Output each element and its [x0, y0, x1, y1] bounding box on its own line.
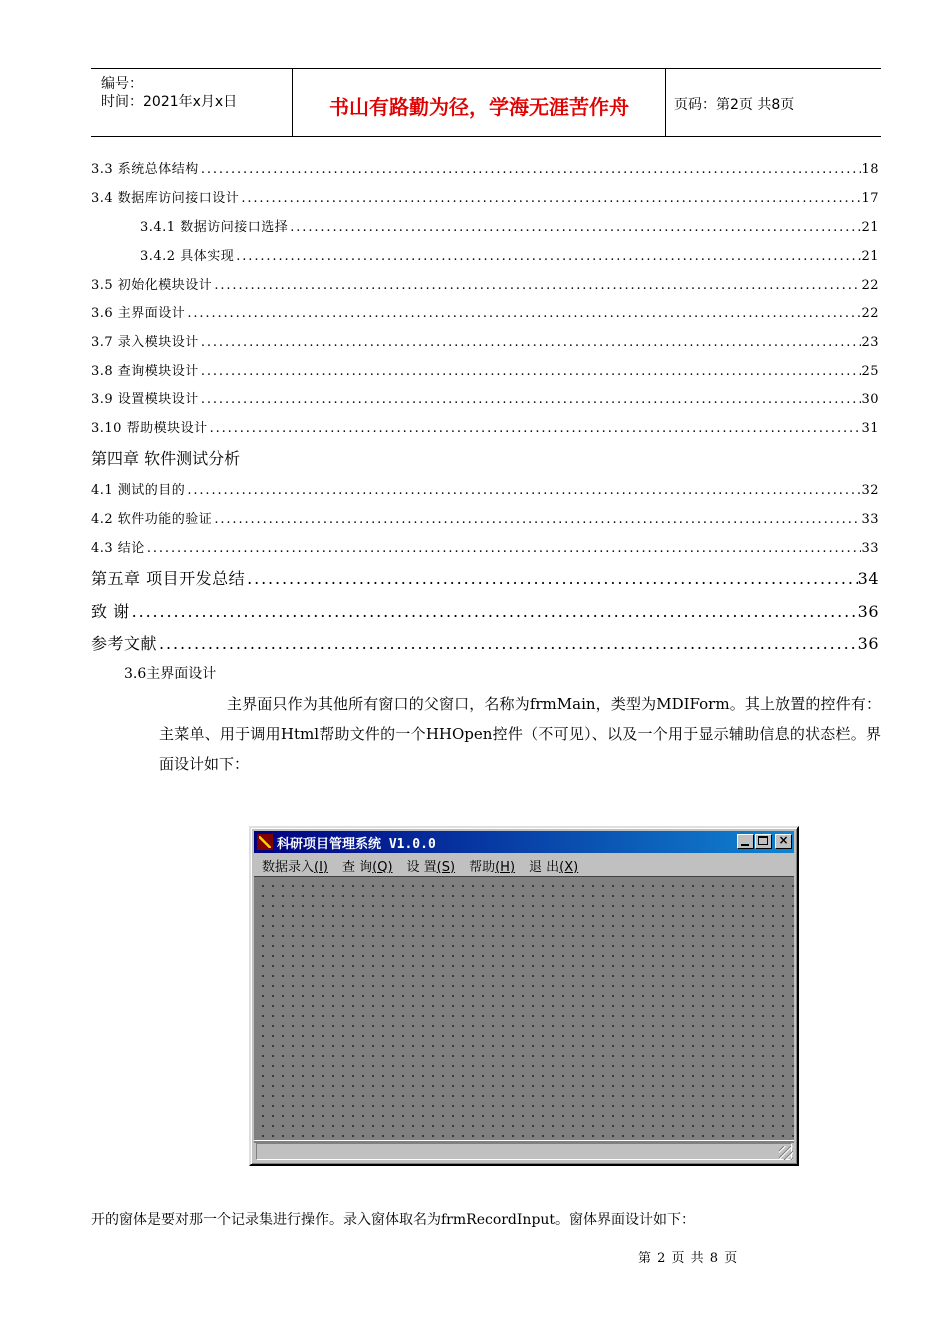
page-footer: 第 2 页 共 8 页: [638, 1251, 739, 1266]
maximize-icon: [758, 836, 768, 845]
toc-entry: [91, 274, 879, 293]
minimize-icon: [741, 844, 749, 846]
page-info: 页码：第2页 共8页: [674, 97, 795, 113]
menu-label: 帮助: [469, 859, 496, 875]
app-window-screenshot: [249, 826, 799, 1166]
toc-entry: [140, 245, 879, 264]
toc-entry-title: 3.4 数据库访问接口设计: [91, 191, 240, 206]
maximize-button[interactable]: [755, 834, 772, 849]
toc-entry: [91, 187, 879, 206]
toc-entry-page: 22: [861, 306, 879, 321]
toc-entry: [91, 360, 879, 379]
toc-entry-title: 4.2 软件功能的验证: [91, 512, 213, 527]
header-page-cell: [666, 69, 881, 136]
toc-entry: [91, 388, 879, 407]
toc-entry: [91, 302, 879, 321]
status-bar: [254, 1140, 794, 1161]
toc-leader: [199, 335, 862, 350]
toc-entry-title: 致 谢: [91, 602, 130, 621]
toc-entry-page: 18: [861, 162, 879, 177]
header-motto-cell: [293, 69, 666, 136]
menu-exit[interactable]: [529, 856, 578, 875]
menu-accelerator: (H): [495, 859, 516, 875]
toc-entry-page: 21: [861, 249, 879, 264]
menu-label: 查 询: [342, 859, 373, 875]
close-icon: ×: [778, 833, 789, 847]
toc-leader: [157, 634, 858, 653]
toc-entry-title: 3.8 查询模块设计: [91, 364, 199, 379]
toc-entry-page: 36: [857, 602, 879, 621]
motto: 书山有路勤为径，学海无涯苦作舟: [329, 95, 629, 119]
toc-entry-title: 第五章 项目开发总结: [91, 569, 246, 588]
toc-entry: [91, 631, 879, 654]
toc-leader: [245, 569, 858, 588]
toc-entry-title: 3.10 帮助模块设计: [91, 421, 208, 436]
body-paragraph: 主界面只作为其他所有窗口的父窗口，名称为frmMain，类型为MDIForm。其上放置的控件有：主菜单、用于调用Html帮助文件的一个HHOpen控件（不可见）、以及一个用于显示辅助信息的状态栏。界面设计如下：: [159, 695, 881, 773]
menu-help[interactable]: [469, 856, 515, 875]
number-label: 编号：: [101, 76, 143, 92]
menu-data-entry[interactable]: [262, 856, 328, 875]
toc-entry-title: 3.6 主界面设计: [91, 306, 186, 321]
toc-entry-page: 22: [861, 278, 879, 293]
menu-accelerator: (X): [559, 859, 579, 875]
toc-entry-page: 17: [861, 191, 879, 206]
toc-entry-title: 4.1 测试的目的: [91, 483, 186, 498]
toc-leader: [288, 220, 861, 235]
toc-entry-page: 21: [861, 220, 879, 235]
chapter-heading: 第四章 软件测试分析: [91, 449, 241, 468]
toc-entry-page: 23: [861, 335, 879, 350]
menu-query[interactable]: [342, 856, 393, 875]
toc-leader: [130, 602, 858, 621]
toc-entry-page: 31: [861, 421, 879, 436]
toc-entry: [91, 599, 879, 622]
toc-leader: [185, 306, 861, 321]
menu-label: 设 置: [406, 859, 437, 875]
minimize-button[interactable]: [737, 834, 754, 849]
toc-entry-page: 30: [861, 392, 879, 407]
toc-entry-title: 参考文献: [91, 634, 158, 653]
toc-leader: [185, 483, 861, 498]
toc-leader: [239, 191, 861, 206]
toc-entry-page: 33: [861, 512, 879, 527]
toc-entry-title: 3.4.2 具体实现: [140, 249, 235, 264]
status-pane: [256, 1143, 792, 1160]
mdi-client-area: [254, 876, 794, 1143]
toc-leader: [199, 364, 862, 379]
toc-leader: [212, 278, 861, 293]
close-button[interactable]: [775, 834, 792, 849]
app-icon: [257, 834, 273, 850]
body-text-continuation: 开的窗体是要对那一个记录集进行操作。录入窗体取名为frmRecordInput。窗体界面设计如下：: [91, 1212, 696, 1228]
menu-label: 退 出: [529, 859, 560, 875]
toc-leader: [234, 249, 861, 264]
toc-leader: [199, 162, 862, 177]
resize-grip-icon[interactable]: [779, 1146, 793, 1160]
toc-entry-title: 3.4.1 数据访问接口选择: [140, 220, 289, 235]
menu-settings[interactable]: [407, 856, 456, 875]
window-controls: [736, 834, 792, 849]
toc-leader: [199, 392, 862, 407]
window-title: 科研项目管理系统 V1.0.0: [277, 836, 436, 852]
menu-label: 数据录入: [262, 859, 315, 875]
toc-entry-page: 36: [857, 634, 879, 653]
page-header: [91, 68, 881, 137]
toc-entry: [91, 537, 879, 556]
toc-leader: [208, 421, 862, 436]
toc-entry-title: 3.7 录入模块设计: [91, 335, 199, 350]
toc-entry: [91, 158, 879, 177]
toc-entry: [91, 331, 879, 350]
header-info-cell: [91, 69, 293, 136]
toc-entry: [91, 508, 879, 527]
menu-accelerator: (I): [314, 859, 328, 875]
toc-entry-page: 33: [861, 541, 879, 556]
toc-entry-title: 3.5 初始化模块设计: [91, 278, 213, 293]
toc-entry: [91, 479, 879, 498]
toc-leader: [145, 541, 862, 556]
menu-accelerator: (S): [436, 859, 456, 875]
toc-leader: [212, 512, 861, 527]
toc-entry-page: 25: [861, 364, 879, 379]
menu-accelerator: (Q): [372, 859, 393, 875]
window-titlebar: [254, 831, 794, 853]
toc-entry-title: 3.9 设置模块设计: [91, 392, 199, 407]
toc-entry: [140, 216, 879, 235]
time-label: 时间：2021年x月x日: [101, 94, 238, 110]
toc-entry: [91, 417, 879, 436]
section-title: 3.6主界面设计: [124, 666, 217, 682]
toc-entry-page: 34: [857, 569, 879, 588]
menu-bar: [254, 854, 794, 876]
toc-entry: [91, 566, 879, 589]
toc-entry-title: 3.3 系统总体结构: [91, 162, 199, 177]
toc-entry-page: 32: [861, 483, 879, 498]
toc-entry-title: 4.3 结论: [91, 541, 145, 556]
